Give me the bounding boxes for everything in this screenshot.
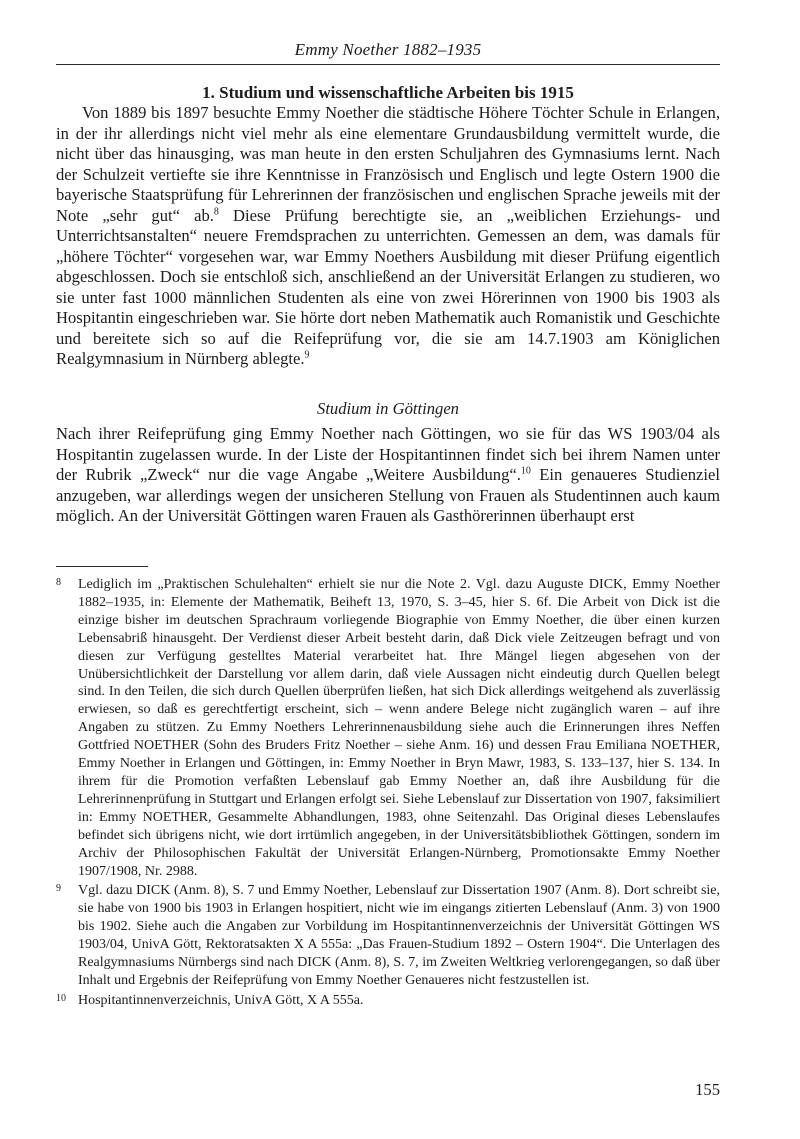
- paragraph-text: Diese Prüfung berechtigte sie, an „weiblichen Erziehungs- und Unterrichtsanstalten“ neuere Fremdsprachen zu unterrichten. Gemessen an dem, was damals für „höhere Töchter“ vorgesehen war, war Emmy Noethers Ausbildung mit dieser Prüfung eigentlich abgeschlossen. Doch sie entschloß sich, anschließend an der Universität Erlangen zu studieren, wo sie unter fast 1000 männlichen Studenten als eine von zwei Hörerinnen von 1900 bis 1903 als Hospitantin eingeschrieben war. Sie hörte dort neben Mathematik auch Romanistik und Geschichte und bereitete sich so auf die Reifeprüfung vor, die sie am 14.7.1903 am Königlichen Realgymnasium in Nürnberg ablegte.: [56, 205, 721, 368]
- header-rule: [56, 64, 720, 65]
- footnotes: [56, 576, 720, 1012]
- body-paragraph-1: [56, 103, 720, 370]
- footnote-ref-9[interactable]: 9: [304, 349, 310, 361]
- footnote-number: 9: [56, 883, 61, 895]
- page-number: 155: [695, 1080, 720, 1099]
- paragraph-text: Nach ihrer Reifeprüfung ging Emmy Noether nach Göttingen, wo sie für das WS 1903/04 als Hospitantin zugelassen wurde. In der Liste der Hospitantinnen findet sich bei ihrem Namen unter der Rubrik „Zweck“ nur die vage Angabe „Weitere Ausbildung“.: [56, 424, 720, 484]
- footnote-ref-8[interactable]: 8: [213, 205, 219, 217]
- footnote-text: Vgl. dazu DICK (Anm. 8), S. 7 und Emmy Noether, Lebenslauf zur Dissertation 1907 (Anm. 8). Dort schreibt sie, sie habe von 1900 bis 1903 in Erlangen hospitiert, nicht wie im eingangs zitierten Lebenslauf (Anm. 3) von 1900 bis 1902. Siehe auch die Angaben zur Vorbildung im Hospitantinnenverzeichnis der Universität Göttingen WS 1903/04, UnivA Gött, Rektoratsakten X A 555a: „Das Frauen-Studium 1892 – Ostern 1904“. Die Unterlagen des Realgymnasiums Nürnbergs sind nach DICK (Anm. 8), S. 7, im Zweiten Weltkrieg verlorengegangen, so daß über Inhalt und Ergebnis der Reifeprüfung von Emmy Noether Genaueres nicht festzustellen ist.: [78, 883, 720, 988]
- footnote-ref-10[interactable]: 10: [520, 465, 531, 477]
- body-paragraph-2: [56, 424, 720, 527]
- footnote-9: [56, 882, 720, 989]
- paragraph-text: Ein genaueres Studienziel anzugeben, war allerdings wegen der unsicheren Stellung von Frauen als Studentinnen auch kaum möglich. An der Universität Göttingen waren Frauen als Gasthörerinnen überhaupt erst: [56, 465, 720, 525]
- section-title: 1. Studium und wissenschaftliche Arbeiten bis 1915: [202, 83, 574, 102]
- footnote-8: [56, 576, 720, 880]
- footnote-number: 10: [56, 992, 66, 1004]
- footnote-text: Hospitantinnenverzeichnis, UnivA Gött, X A 555a.: [78, 992, 364, 1008]
- footnote-text: Lediglich im „Praktischen Schulehalten“ erhielt sie nur die Note 2. Vgl. dazu Auguste DICK, Emmy Noether 1882–1935, in: Elemente der Mathematik, Beiheft 13, 1970, S. 3–45, hier S. 6f. Die Arbeit von Dick ist die einzige bisher im deutschen Sprachraum vorliegende Biographie von Emmy Noether, die über einen kurzen Lebensabriß hinausgeht. Der Verdienst dieser Arbeit besteht darin, daß Dick viele Zeitzeugen befragt und von diesen zur Verfügung gestelltes Material verarbeitet hat. Ihre Mängel liegen abgesehen von der Unübersichtlichkeit der Darstellung vor allem darin, daß viele Aussagen nicht eindeutig durch Quellen belegt sind. In den Teilen, die sich durch Quellen überprüfen ließen, hat sich Dick allerdings weitgehend als zuverlässig erwiesen, so daß es gerechtfertigt erscheint, sich – wenn andere Belege nicht zugänglich waren – auf ihre Angaben zu stützen. Zu Emmy Noethers Lehrerinnenausbildung siehe auch die Erinnerungen ihres Neffen Gottfried NOETHER (Sohn des Bruders Fritz Noether – siehe Anm. 16) und dessen Frau Emiliana NOETHER, Emmy Noether in Erlangen und Göttingen, in: Emmy Noether in Bryn Mawr, 1983, S. 133–137, hier S. 134. In ihrem für die Promotion verfaßten Lebenslauf gab Emmy Noether an, daß ihre Ausbildung für die Lehrerinnenprüfung in Stuttgart und Erlangen erfolgt sei. Siehe Lebenslauf zur Dissertation von 1907, faksimiliert in: Emmy NOETHER, Gesammelte Abhandlungen, 1983, ohne Seitenzahl. Das Original dieses Lebenslaufes befindet sich übrigens nicht, wie dort irrtümlich angegeben, in der Universitätsbibliothek Göttingen, sondern im Archiv der Philosophischen Fakultät der Universität Erlangen-Nürnberg, Promotionsakte Emmy Noether 1907/1908, Nr. 2988.: [78, 577, 720, 879]
- footnote-number: 8: [56, 577, 61, 588]
- footnote-rule: [56, 566, 148, 567]
- subsection-title: Studium in Göttingen: [317, 399, 459, 418]
- paragraph-text: Von 1889 bis 1897 besuchte Emmy Noether die städtische Höhere Töchter Schule in Erlangen, in der ihr allerdings nicht viel mehr als eine elementare Grundausbildung vermittelt wurde, die nicht über das hinausging, was man heute in den ersten Schuljahren des Gymnasiums lernt. Nach der Schulzeit vertiefte sie ihre Kenntnisse in Französisch und Englisch und legte Ostern 1900 die bayerische Staatsprüfung für Lehrerinnen der französischen und englischen Sprache jeweils mit der Note „sehr gut“ ab.: [56, 103, 720, 225]
- running-head: Emmy Noether 1882–1935: [294, 40, 482, 59]
- footnote-10: [56, 992, 720, 1010]
